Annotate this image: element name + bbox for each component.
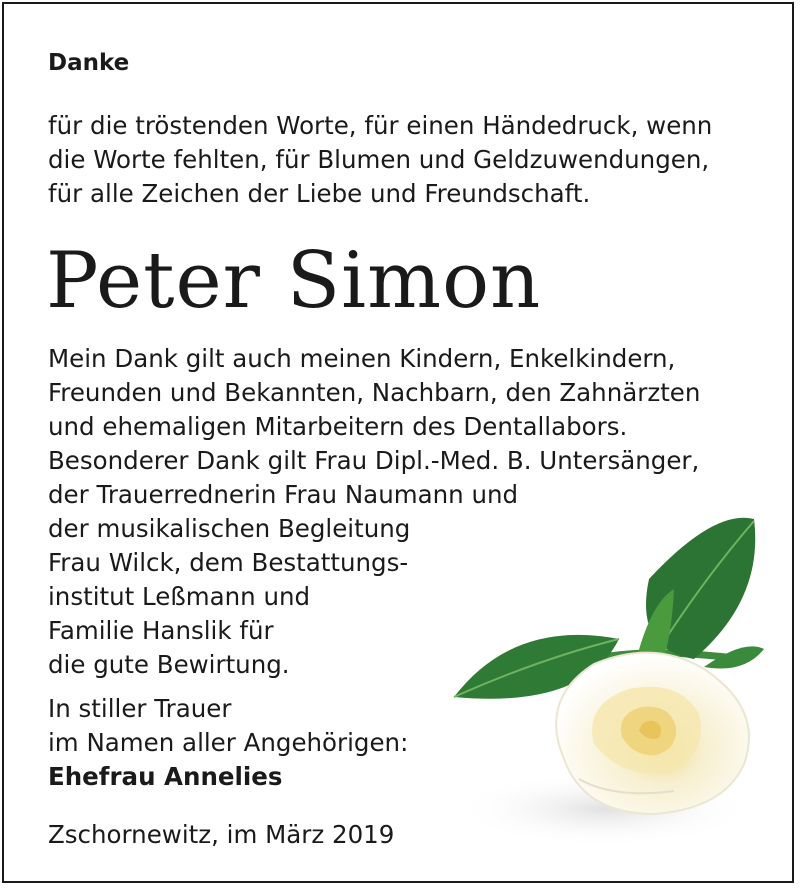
white-rose-icon xyxy=(444,509,784,849)
thanks-line: Mein Dank gilt auch meinen Kindern, Enkelkindern, xyxy=(48,344,676,373)
thanks-line: die gute Bewirtung. xyxy=(48,650,290,679)
signature-line: In stiller Trauer xyxy=(48,694,232,723)
intro-line: für alle Zeichen der Liebe und Freundschaft. xyxy=(48,179,591,208)
signature-line: im Namen aller Angehörigen: xyxy=(48,728,409,757)
obituary-notice xyxy=(2,2,794,883)
thanks-line: Besonderer Dank gilt Frau Dipl.-Med. B. Untersänger, xyxy=(48,446,700,475)
signature-block xyxy=(48,692,408,794)
thanks-line: institut Leßmann und xyxy=(48,582,311,611)
thanks-line: der musikalischen Begleitung xyxy=(48,514,411,543)
signature-name: Ehefrau Annelies xyxy=(48,762,283,791)
heading: Danke xyxy=(48,50,130,76)
intro-line: für die tröstenden Worte, für einen Händedruck, wenn xyxy=(48,111,713,140)
intro-text xyxy=(48,109,712,211)
thanks-line: der Trauerrednerin Frau Naumann und xyxy=(48,480,519,509)
deceased-name: Peter Simon xyxy=(46,236,542,326)
thanks-line: und ehemaligen Mitarbeitern des Dentallabors. xyxy=(48,412,628,441)
thanks-line: Familie Hanslik für xyxy=(48,616,274,645)
intro-line: die Worte fehlten, für Blumen und Geldzuwendungen, xyxy=(48,145,710,174)
place-date: Zschornewitz, im März 2019 xyxy=(48,820,395,849)
thanks-line: Freunden und Bekannten, Nachbarn, den Zahnärzten xyxy=(48,378,701,407)
thanks-line: Frau Wilck, dem Bestattungs- xyxy=(48,548,409,577)
